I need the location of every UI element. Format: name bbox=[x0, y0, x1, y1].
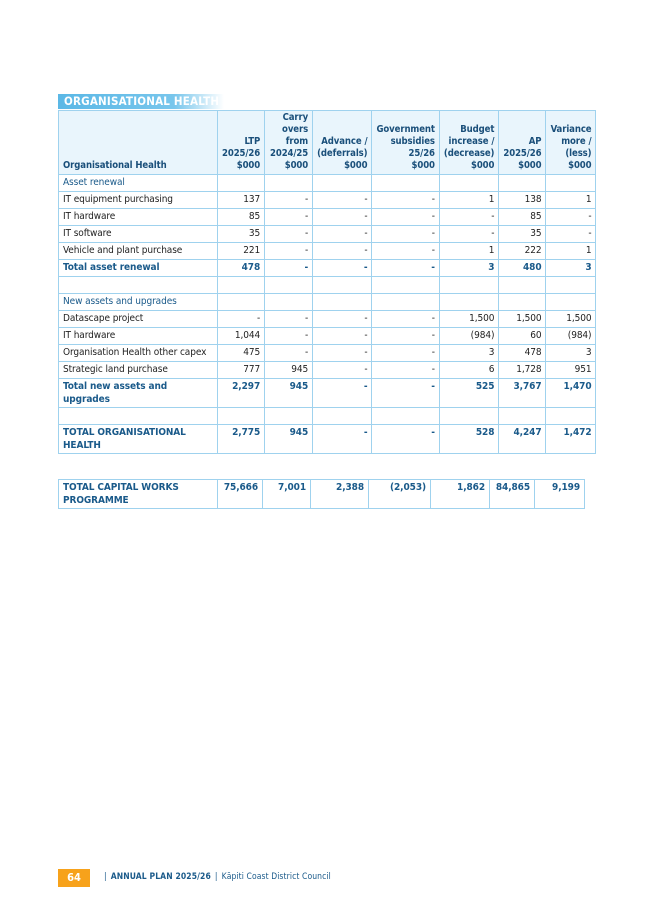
column-header: Variance more / (less) $000 bbox=[546, 111, 596, 175]
table-cell: - bbox=[265, 311, 313, 328]
table-cell: - bbox=[313, 243, 372, 260]
table-cell: 85 bbox=[218, 209, 265, 226]
table-cell bbox=[265, 408, 313, 425]
table-cell: - bbox=[313, 345, 372, 362]
table-row bbox=[59, 362, 596, 379]
table-cell bbox=[499, 294, 546, 311]
table-cell: 945 bbox=[265, 362, 313, 379]
row-label: Total new assets and upgrades bbox=[59, 379, 218, 408]
table-cell: - bbox=[439, 226, 498, 243]
table-cell: 3,767 bbox=[499, 379, 546, 408]
table-cell bbox=[372, 294, 439, 311]
table-cell bbox=[546, 175, 596, 192]
table-row bbox=[59, 192, 596, 209]
table-cell: 1,470 bbox=[546, 379, 596, 408]
footer-separator: | bbox=[104, 872, 107, 882]
table-cell: (984) bbox=[439, 328, 498, 345]
table-cell: 1,500 bbox=[499, 311, 546, 328]
table-cell: 60 bbox=[499, 328, 546, 345]
table-cell: 2,297 bbox=[218, 379, 265, 408]
table-cell: - bbox=[265, 192, 313, 209]
table-cell: - bbox=[546, 209, 596, 226]
total-row bbox=[59, 379, 596, 408]
table-cell: - bbox=[313, 260, 372, 277]
table-cell: 1 bbox=[546, 192, 596, 209]
table-row bbox=[59, 209, 596, 226]
table-cell: - bbox=[372, 260, 439, 277]
table-row bbox=[59, 328, 596, 345]
table-cell: 35 bbox=[499, 226, 546, 243]
total-row bbox=[59, 260, 596, 277]
table-cell: 1,500 bbox=[439, 311, 498, 328]
row-label: IT hardware bbox=[59, 209, 218, 226]
row-label: IT equipment purchasing bbox=[59, 192, 218, 209]
table-cell bbox=[313, 408, 372, 425]
footer-plan-title: ANNUAL PLAN 2025/26 bbox=[110, 872, 211, 882]
table-cell bbox=[218, 294, 265, 311]
row-label bbox=[59, 408, 218, 425]
table-cell: 1,472 bbox=[546, 425, 596, 454]
spacer-row bbox=[59, 408, 596, 425]
table-cell bbox=[439, 408, 498, 425]
table-cell: 1,500 bbox=[546, 311, 596, 328]
footer-separator: | bbox=[214, 872, 218, 882]
table-cell bbox=[372, 277, 439, 294]
table-cell: 138 bbox=[499, 192, 546, 209]
grand-total-body bbox=[59, 480, 585, 509]
table-row bbox=[59, 226, 596, 243]
table-cell: 4,247 bbox=[499, 425, 546, 454]
row-label: Asset renewal bbox=[59, 175, 218, 192]
table-cell: 528 bbox=[439, 425, 498, 454]
table-row bbox=[59, 243, 596, 260]
table-cell: - bbox=[218, 311, 265, 328]
table-cell: 777 bbox=[218, 362, 265, 379]
table-cell bbox=[218, 277, 265, 294]
table-cell: 1 bbox=[439, 243, 498, 260]
table-cell bbox=[546, 408, 596, 425]
table-cell bbox=[218, 408, 265, 425]
table-cell: 3 bbox=[546, 345, 596, 362]
table-cell: 525 bbox=[439, 379, 498, 408]
table-cell: 1,044 bbox=[218, 328, 265, 345]
table-cell: - bbox=[439, 209, 498, 226]
table-cell: - bbox=[372, 328, 439, 345]
table-cell: 475 bbox=[218, 345, 265, 362]
table-cell: - bbox=[546, 226, 596, 243]
table-row bbox=[59, 345, 596, 362]
table-cell: - bbox=[372, 362, 439, 379]
row-label: Datascape project bbox=[59, 311, 218, 328]
table-cell bbox=[265, 294, 313, 311]
column-header: AP 2025/26 $000 bbox=[499, 111, 546, 175]
table-cell: - bbox=[372, 345, 439, 362]
table-cell: 951 bbox=[546, 362, 596, 379]
table-cell bbox=[499, 175, 546, 192]
table-cell: - bbox=[313, 425, 372, 454]
table-cell: - bbox=[313, 379, 372, 408]
table-cell bbox=[546, 277, 596, 294]
row-label: Organisation Health other capex bbox=[59, 345, 218, 362]
column-header: LTP 2025/26 $000 bbox=[218, 111, 265, 175]
spacer-row bbox=[59, 277, 596, 294]
table-row bbox=[59, 311, 596, 328]
table-cell: 945 bbox=[265, 379, 313, 408]
header-row bbox=[59, 111, 596, 175]
row-label: Total asset renewal bbox=[59, 260, 218, 277]
table-cell: 2,388 bbox=[311, 480, 369, 509]
row-label: IT hardware bbox=[59, 328, 218, 345]
table-cell: 478 bbox=[218, 260, 265, 277]
section-row bbox=[59, 175, 596, 192]
table-cell: (2,053) bbox=[369, 480, 431, 509]
table-cell: (984) bbox=[546, 328, 596, 345]
table-cell bbox=[313, 175, 372, 192]
total-row bbox=[59, 425, 596, 454]
row-label: TOTAL ORGANISATIONAL HEALTH bbox=[59, 425, 218, 454]
total-row bbox=[59, 480, 585, 509]
table-cell: 85 bbox=[499, 209, 546, 226]
table-cell: - bbox=[265, 226, 313, 243]
table-cell bbox=[439, 175, 498, 192]
table-cell: - bbox=[265, 328, 313, 345]
column-header: Advance / (deferrals) $000 bbox=[313, 111, 372, 175]
table-cell: - bbox=[372, 209, 439, 226]
table-cell: - bbox=[313, 328, 372, 345]
table-cell bbox=[439, 294, 498, 311]
table-cell: 6 bbox=[439, 362, 498, 379]
table-cell: 1 bbox=[439, 192, 498, 209]
column-header: Budget increase / (decrease) $000 bbox=[439, 111, 498, 175]
table-body bbox=[59, 175, 596, 454]
table-cell: 222 bbox=[499, 243, 546, 260]
grand-total-table bbox=[58, 479, 585, 509]
table-cell: 1 bbox=[546, 243, 596, 260]
table-cell: - bbox=[265, 243, 313, 260]
table-cell: 75,666 bbox=[218, 480, 263, 509]
row-label bbox=[59, 277, 218, 294]
table-cell bbox=[499, 277, 546, 294]
column-header: Government subsidies 25/26 $000 bbox=[372, 111, 439, 175]
table-cell bbox=[439, 277, 498, 294]
table-cell: 478 bbox=[499, 345, 546, 362]
table-header bbox=[59, 111, 596, 175]
table-cell: 3 bbox=[546, 260, 596, 277]
table-cell: - bbox=[372, 311, 439, 328]
row-label: TOTAL CAPITAL WORKS PROGRAMME bbox=[59, 480, 218, 509]
page-number: 64 bbox=[58, 869, 90, 887]
section-row bbox=[59, 294, 596, 311]
table-cell: - bbox=[313, 362, 372, 379]
table-cell bbox=[218, 175, 265, 192]
table-cell bbox=[372, 408, 439, 425]
table-cell: 1,862 bbox=[431, 480, 490, 509]
table-cell: 1,728 bbox=[499, 362, 546, 379]
table-cell: 3 bbox=[439, 260, 498, 277]
row-label: Strategic land purchase bbox=[59, 362, 218, 379]
section-title: ORGANISATIONAL HEALTH bbox=[58, 94, 224, 109]
table-cell: 3 bbox=[439, 345, 498, 362]
table-cell: 945 bbox=[265, 425, 313, 454]
table-cell bbox=[265, 277, 313, 294]
table-cell bbox=[265, 175, 313, 192]
table-cell: 221 bbox=[218, 243, 265, 260]
table-cell bbox=[313, 277, 372, 294]
table-cell: - bbox=[313, 192, 372, 209]
table-cell: - bbox=[265, 345, 313, 362]
row-label: New assets and upgrades bbox=[59, 294, 218, 311]
footer bbox=[100, 872, 331, 882]
table-cell: 480 bbox=[499, 260, 546, 277]
table-cell: - bbox=[372, 192, 439, 209]
capex-table bbox=[58, 110, 596, 454]
column-header: Carry overs from 2024/25 $000 bbox=[265, 111, 313, 175]
table-cell bbox=[313, 294, 372, 311]
row-label: Vehicle and plant purchase bbox=[59, 243, 218, 260]
table-cell bbox=[546, 294, 596, 311]
row-label: IT software bbox=[59, 226, 218, 243]
table-cell: - bbox=[265, 260, 313, 277]
table-cell: 7,001 bbox=[263, 480, 311, 509]
table-cell: - bbox=[313, 226, 372, 243]
footer-council-name: Kāpiti Coast District Council bbox=[221, 872, 331, 882]
table-cell bbox=[499, 408, 546, 425]
table-cell: - bbox=[372, 379, 439, 408]
table-cell: - bbox=[372, 226, 439, 243]
table-cell: - bbox=[372, 425, 439, 454]
table-cell: - bbox=[372, 243, 439, 260]
column-header: Organisational Health bbox=[59, 111, 218, 175]
table-cell: - bbox=[265, 209, 313, 226]
table-cell: - bbox=[313, 311, 372, 328]
table-cell: 35 bbox=[218, 226, 265, 243]
table-cell: 84,865 bbox=[490, 480, 535, 509]
table-cell bbox=[372, 175, 439, 192]
table-cell: 2,775 bbox=[218, 425, 265, 454]
table-cell: 9,199 bbox=[535, 480, 585, 509]
table-cell: - bbox=[313, 209, 372, 226]
table-cell: 137 bbox=[218, 192, 265, 209]
